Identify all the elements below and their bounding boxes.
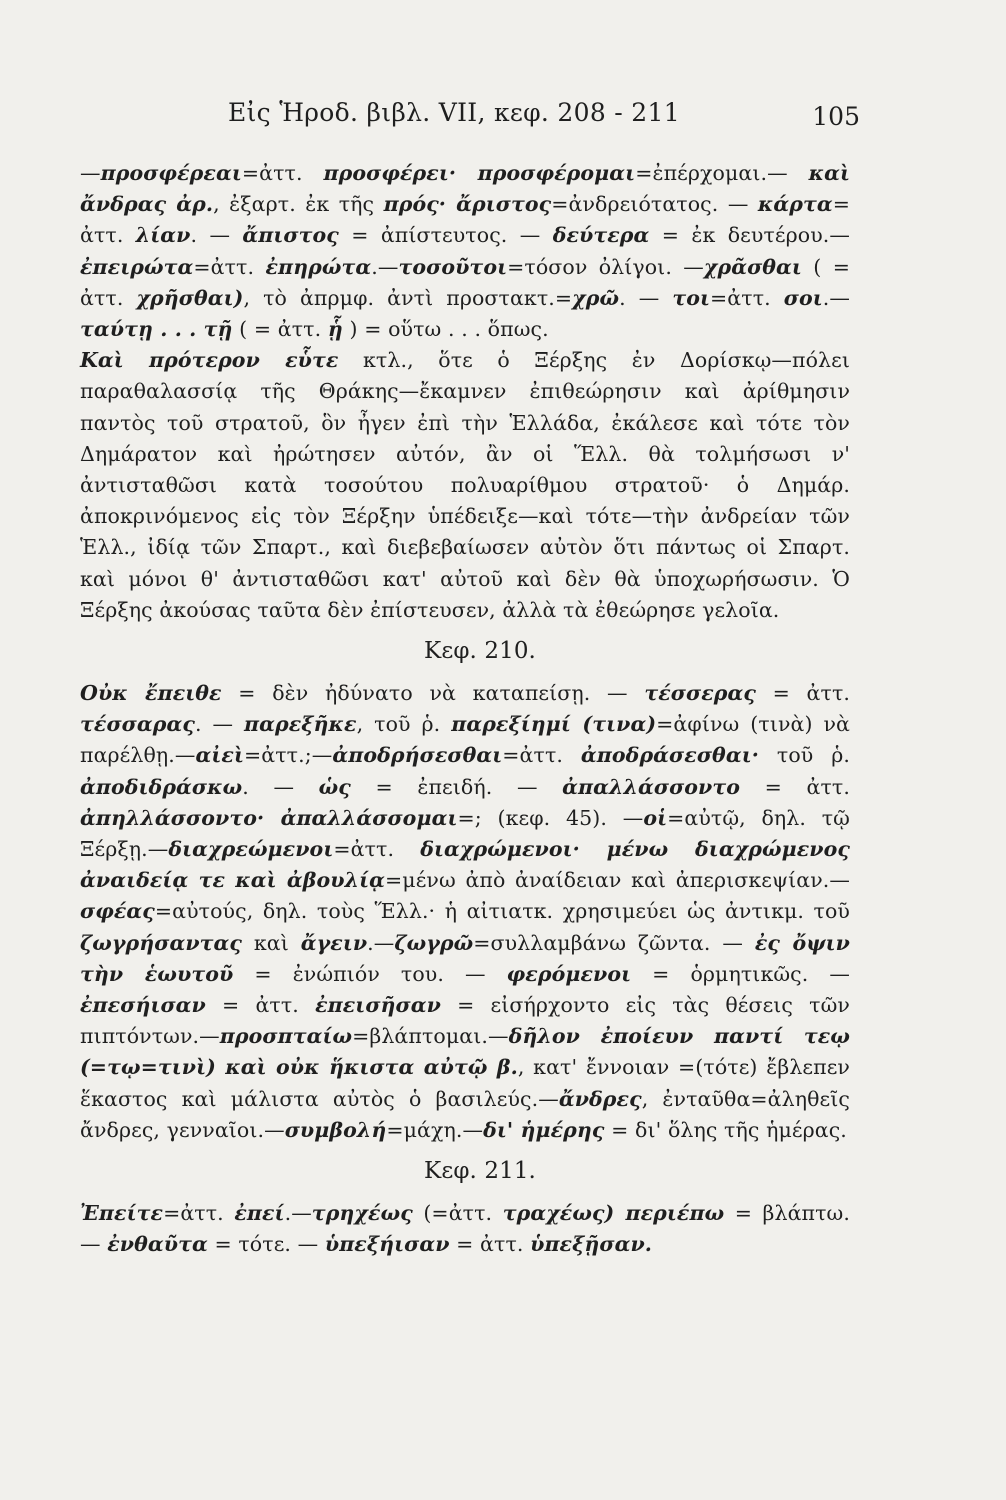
gloss-text: =ἀττ.;— [244,743,333,768]
lemma-term: πρός· ἄριστος [383,192,552,217]
gloss-text: =μάχη.— [386,1117,484,1142]
gloss-text: =συλλαμβάνω ζῶντα. — [473,930,755,955]
gloss-text: = βλάπτω. — [80,1201,850,1257]
lemma-term: ἀπαλλάσσοντο [562,774,741,799]
gloss-text: =; (κεφ. 45). — [457,805,644,830]
gloss-text: τοῦ ῥ. [758,743,850,768]
lemma-term: ἐπεσήισαν [80,993,206,1018]
gloss-text: = τότε. — [207,1232,325,1257]
lemma-term: οἱ [643,805,668,830]
lemma-term: συμβολή [284,1117,387,1142]
gloss-text: =ἀττ. [163,1201,235,1226]
lemma-term: ὡς [318,774,351,799]
chapter-heading: Κεφ. 210. [424,638,536,665]
gloss-text: = ἀττ. [755,681,851,706]
lemma-term: προσφέρει· προσφέρομαι [323,161,636,185]
lemma-term: χρᾶσθαι [703,254,802,279]
lemma-term: τέσσαρας [80,712,195,737]
gloss-text: = ἀττ. [80,192,850,248]
gloss-text: .— [367,930,395,955]
gloss-text: = δι' ὅλης τῆς ἡμέρας. [604,1117,847,1142]
gloss-text: =ἀφίνω (τινὰ) νὰ παρέλθῃ.— [80,712,850,768]
gloss-text: =ἀττ. [193,254,266,279]
gloss-text: . — [242,774,319,799]
gloss-text: — [80,161,101,185]
lemma-term: φερόμενοι [506,961,632,986]
lemma-term: ὑπεξῇσαν. [530,1232,653,1257]
lemma-term: αἰεὶ [195,743,245,768]
gloss-text: = ἐκ δευτέρου.— [649,223,850,248]
lemma-term: χρῶ [572,285,620,310]
gloss-text: =ἀττ. [710,285,784,310]
lemma-term: διαχρώμενοι· μένω διαχρώμενος ἀναιδείᾳ τε καὶ ἀβουλίᾳ [80,837,850,893]
lemma-term: ζωγρῶ [394,930,474,955]
lemma-term: διαχρεώμενοι [168,837,334,862]
gloss-text: =τόσον ὀλίγοι. — [507,254,704,279]
gloss-text: = εἰσήρχοντο εἰς τὰς θέσεις τῶν πιπτόντων.— [80,993,850,1049]
gloss-text: =βλάπτομαι.— [352,1024,509,1049]
gloss-text: . — [190,223,243,248]
lemma-term: ἐπηρώτα [265,254,372,279]
lemma-term: τέσσερας [644,681,756,706]
gloss-text: =μένω ἀπὸ ἀναίδειαν καὶ ἀπερισκεψίαν.— [385,868,851,893]
lemma-term: ἀπηλλάσσοντο· ἀπαλλάσσομαι [80,805,458,830]
gloss-text: =αὐτούς, δηλ. τοὺς Ἕλλ.· ἡ αἰτιατκ. χρησιμεύει ὡς ἀντικμ. τοῦ [154,899,850,924]
gloss-text: = ἐπειδή. — [350,774,563,799]
lemma-term: ζωγρήσαντας [80,930,242,955]
commentary-paragraph [80,158,850,345]
gloss-text: , κατ' ἔννοιαν =(τότε) ἔβλεπεν ἕκαστος καὶ μάλιστα αὐτὸς ὁ βασιλεύς.— [80,1055,850,1111]
lemma-term: τρηχέως [311,1201,413,1226]
lemma-term: ᾗ [327,317,343,342]
lemma-term: τοσοῦτοι [398,254,508,279]
lemma-term: δεύτερα [552,223,650,248]
gloss-text: =ἀττ. [333,837,421,862]
gloss-text: = ἀττ. [740,774,850,799]
gloss-text: . — [194,712,245,737]
gloss-text: , τὸ ἀπρμφ. ἀντὶ προστακτ.= [243,285,573,310]
commentary-paragraph [80,1198,850,1260]
lemma-term: Οὐκ ἔπειθε [80,681,222,706]
lemma-term: ἀποδράσεσθαι· [580,743,759,768]
page-number: 105 [812,102,860,131]
lemma-term: ἐπεί [234,1201,285,1226]
gloss-text: , τοῦ ῥ. [356,712,452,737]
chapter-heading: Κεφ. 211. [424,1158,536,1185]
gloss-text: ( = ἀττ. [80,254,850,310]
gloss-text: (=ἀττ. [412,1201,503,1226]
gloss-text: , ἐξαρτ. ἐκ τῆς [213,192,384,217]
lemma-term: ἐς ὄψιν τὴν ἑωυτοῦ [80,930,850,986]
lemma-term: προσφέρεαι [100,161,242,185]
gloss-text: .— [284,1201,312,1226]
lemma-term: ἐνθαῦτα [107,1232,208,1257]
lemma-term: ἄνδρες [558,1086,642,1111]
gloss-text: καὶ [242,930,301,955]
gloss-text: = δὲν ἠδύνατο νὰ καταπείσῃ. — [221,681,645,706]
lemma-term: ἐπεισῆσαν [315,993,441,1018]
gloss-text: =αὐτῷ, δηλ. τῷ Ξέρξῃ.— [80,805,850,862]
lemma-term: προσπταίω [219,1024,353,1049]
lemma-term: ἀποδιδράσκω [80,774,243,799]
gloss-text: κτλ., ὅτε ὁ Ξέρξης ἐν Δορίσκῳ—πόλει παραθαλασσίᾳ τῆς Θράκης—ἔκαμνεν ἐπιθεώρησιν καὶ ἀρίθμησιν παντὸς τοῦ στρατοῦ, ὃν ἦγεν ἐπὶ τὴν Ἑλλάδα, ἐκάλεσε καὶ τότε τὸν Δημάρατον καὶ ἠρώτησεν αὐτόν, ἂν οἱ Ἕλλ. θὰ τολμήσωσι ν' ἀντισταθῶσι κατὰ τοσούτου πολυαρίθμου στρατοῦ· ὁ Δημάρ. ἀποκρινόμενος εἰς τὸν Ξέρξην ὑπέδειξε—καὶ τότε—τὴν ἀνδρείαν τῶν Ἑλλ., ἰδίᾳ τῶν Σπαρτ., καὶ διεβεβαίωσεν αὐτὸν ὅτι πάντως οἱ Σπαρτ. καὶ μόνοι θ' ἀντισταθῶσι κατ' αὐτοῦ καὶ δὲν θὰ ὑποχωρήσωσιν. Ὁ Ξέρξης ἀκούσας ταῦτα δὲν ἐπίστευσεν, ἀλλὰ τὰ ἐθεώρησε γελοῖα. [80,348,850,622]
gloss-text: .— [371,254,399,279]
commentary-paragraph [80,678,850,1146]
lemma-term: ἄπιστος [242,223,339,248]
lemma-term: δῆλον ἐποίευν παντί τεῳ (=τῳ=τινὶ) καὶ οὐκ ἥκιστα αὐτῷ β. [80,1024,850,1080]
commentary-text [80,158,850,1261]
lemma-term: ὑπεξήισαν [324,1232,450,1257]
gloss-text: . — [619,285,673,310]
commentary-paragraph [80,345,850,626]
lemma-term: παρεξίημί (τινα) [451,712,657,737]
gloss-text: =ἀνδρειότατος. — [551,192,758,217]
gloss-text: =ἀττ. [502,743,581,768]
lemma-term: κάρτα [757,192,833,217]
lemma-term: ἐπειρώτα [80,254,194,279]
gloss-text: ) = οὕτω . . . ὅπως. [342,317,549,342]
gloss-text: = ἐνώπιόν του. — [233,961,507,986]
running-title: Εἰς Ἡροδ. βιβλ. VII, κεφ. 208 - 211 [228,98,680,127]
lemma-term: τραχέως) περιέπω [502,1201,725,1226]
lemma-term: Ἐπείτε [80,1201,164,1226]
lemma-term: χρῆσθαι) [136,285,244,310]
gloss-text: .— [822,285,850,310]
lemma-term: σοι [783,285,823,310]
gloss-text: ( = ἀττ. [232,317,328,342]
page-header [0,98,1006,138]
lemma-term: τοι [672,285,711,310]
lemma-term: λίαν [135,223,191,248]
gloss-text: = ἀπίστευτος. — [338,223,553,248]
gloss-text: =ἀττ. [241,161,324,185]
lemma-term: Καὶ πρότερον εὗτε [80,348,339,373]
lemma-term: ἄγειν [300,930,368,955]
lemma-term: ἀποδρήσεσθαι [332,743,503,768]
lemma-term: δι' ἡμέρης [483,1117,605,1142]
lemma-term: ταύτῃ . . . τῇ [80,317,233,342]
gloss-text: =ἐπέρχομαι.— [635,161,809,185]
gloss-text: = ἀττ. [449,1232,531,1257]
gloss-text: = ὁρμητικῶς. — [631,961,850,986]
lemma-term: σφέας [80,899,155,924]
lemma-term: καὶ ἄνδρας ἀρ. [80,161,850,217]
gloss-text: = ἀττ. [205,993,316,1018]
lemma-term: παρεξῆκε [244,712,357,737]
gloss-text: , ἐνταῦθα=ἀληθεῖς ἄνδρες, γενναῖοι.— [80,1086,850,1142]
